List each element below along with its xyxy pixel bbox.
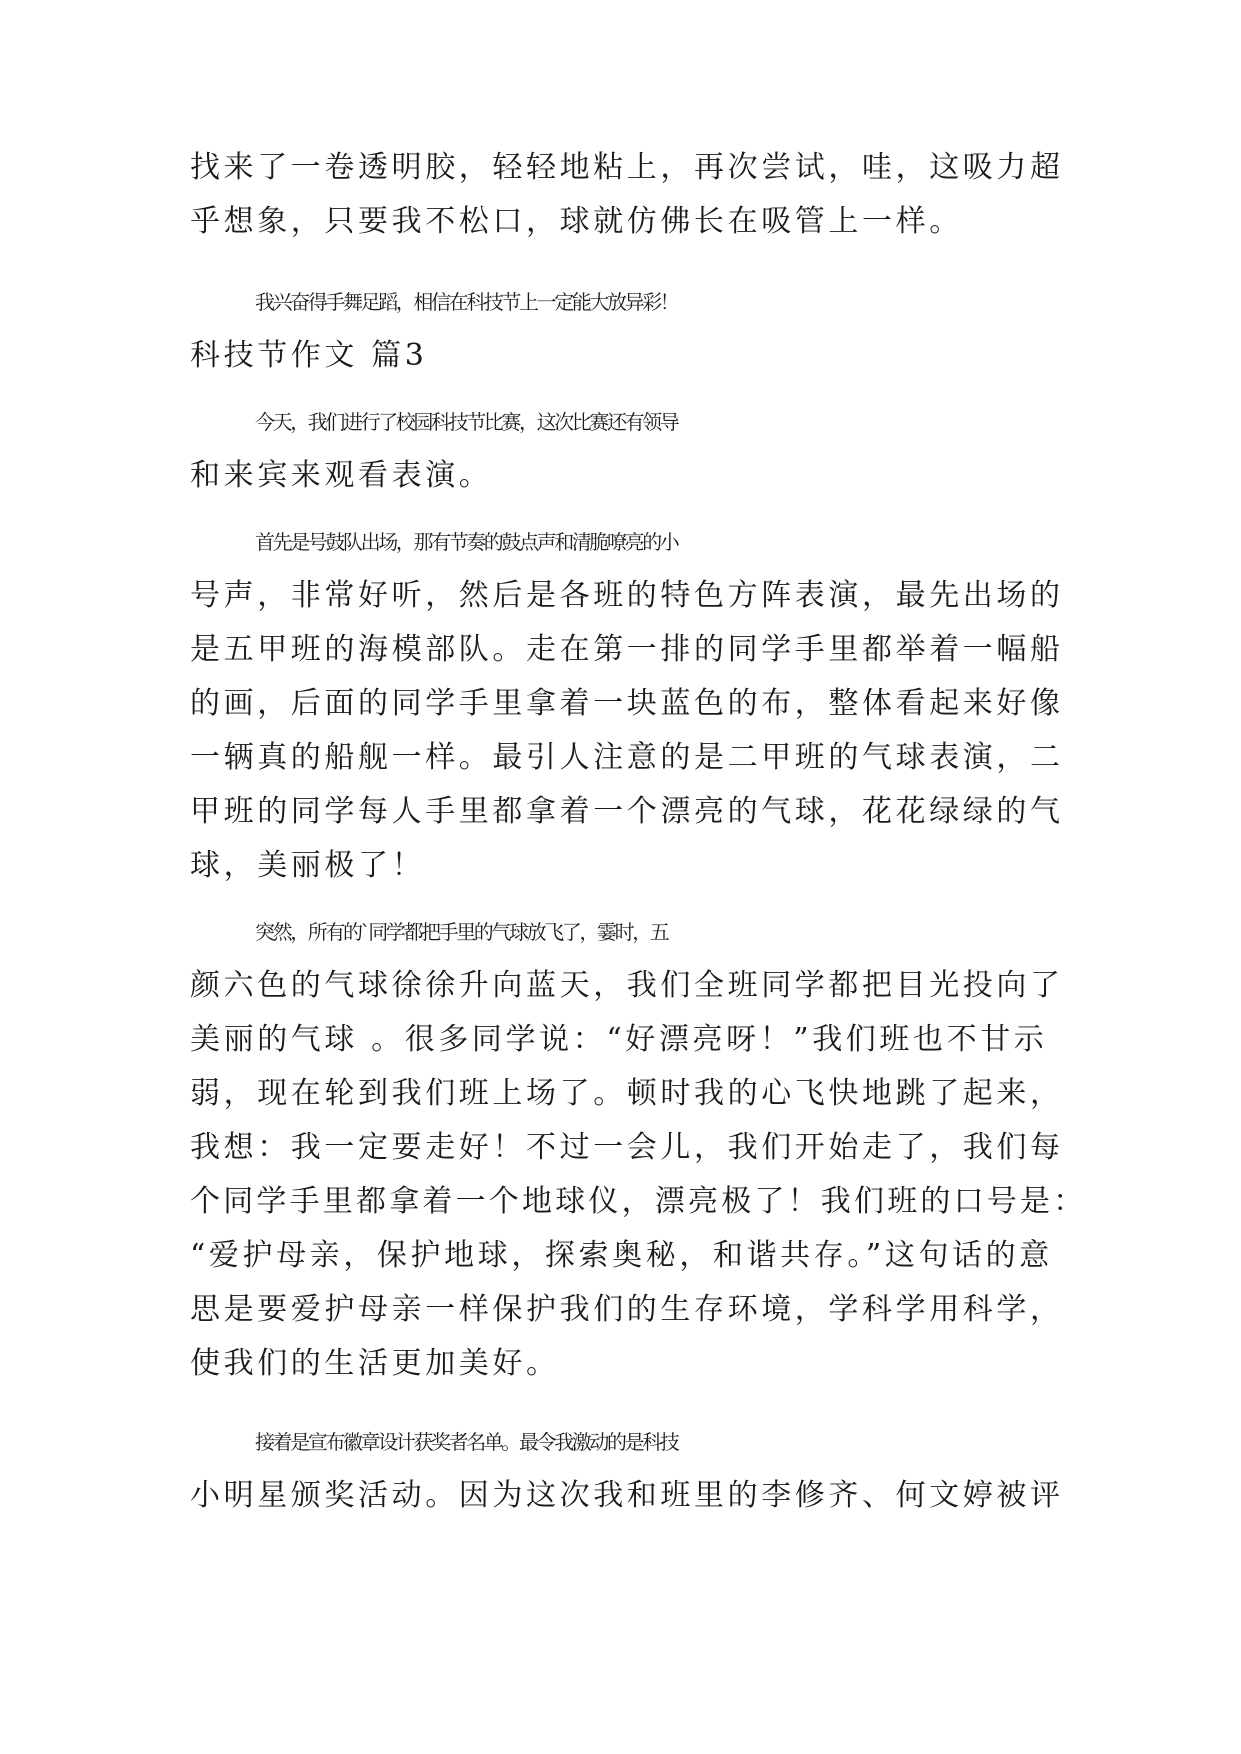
text-line: 首先是号鼓队出场，那有节奏的鼓点声和清脆嘹亮的小 [255, 530, 678, 554]
text-line: 球，美丽极了！ [190, 848, 426, 883]
text-line: “爱护母亲，保护地球，探索奥秘，和谐共存。”这句话的意 [190, 1238, 1053, 1273]
text-line: 我想：我一定要走好！不过一会儿，我们开始走了，我们每 [190, 1130, 1064, 1165]
text-line: 使我们的生活更加美好。 [190, 1346, 560, 1381]
text-line: 和来宾来观看表演。 [190, 458, 493, 493]
text-line: 美丽的气球 。很多同学说：“好漂亮呀！”我们班也不甘示 [190, 1022, 1048, 1057]
text-line: 突然，所有的`同学都把手里的气球放飞了，霎时，五 [255, 920, 668, 944]
text-line: 接着是宣布徽章设计获奖者名单。最令我激动的是科技 [255, 1430, 678, 1454]
text-line: 思是要爱护母亲一样保护我们的生存环境，学科学用科学， [190, 1292, 1064, 1327]
text-line: 号声，非常好听，然后是各班的特色方阵表演，最先出场的 [190, 578, 1064, 613]
text-line: 的画，后面的同学手里拿着一块蓝色的布，整体看起来好像 [190, 686, 1064, 721]
text-line: 今天，我们进行了校园科技节比赛，这次比赛还有领导 [255, 410, 678, 434]
text-line: 颜六色的气球徐徐升向蓝天，我们全班同学都把目光投向了 [190, 968, 1064, 1003]
text-line: 甲班的同学每人手里都拿着一个漂亮的气球，花花绿绿的气 [190, 794, 1064, 829]
text-line: 一辆真的船舰一样。最引人注意的是二甲班的气球表演，二 [190, 740, 1064, 775]
section-heading: 科技节作文 篇3 [190, 338, 428, 373]
text-line: 小明星颁奖活动。因为这次我和班里的李修齐、何文婷被评 [190, 1478, 1064, 1513]
text-line: 乎想象，只要我不松口，球就仿佛长在吸管上一样。 [190, 204, 963, 239]
text-line: 找来了一卷透明胶，轻轻地粘上，再次尝试，哇，这吸力超 [190, 150, 1064, 185]
text-line: 是五甲班的海模部队。走在第一排的同学手里都举着一幅船 [190, 632, 1064, 667]
text-line: 弱，现在轮到我们班上场了。顿时我的心飞快地跳了起来， [190, 1076, 1064, 1111]
text-line: 个同学手里都拿着一个地球仪，漂亮极了！我们班的口号是： [190, 1184, 1087, 1219]
text-line: 我兴奋得手舞足蹈，相信在科技节上一定能大放异彩！ [255, 290, 678, 314]
